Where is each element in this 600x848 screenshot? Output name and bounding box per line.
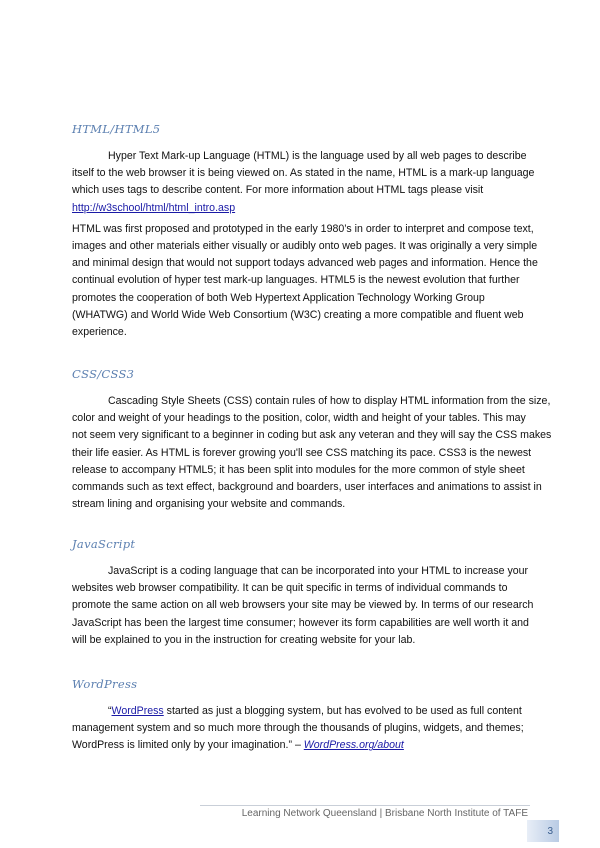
hyperlink[interactable]: http://w3school/html/html_intro.asp	[72, 201, 236, 214]
footer-text: Learning Network Queensland | Brisbane North Institute of TAFE	[241, 808, 528, 819]
text-line: continual evolution of hyper test mark-up languages. HTML5 is the newest evolution that further	[72, 274, 520, 287]
text-line: Cascading Style Sheets (CSS) contain rules of how to display HTML information from the size,	[108, 395, 551, 407]
text-segment: WordPress is limited only by your imagination.” –	[72, 739, 304, 752]
text-line: JavaScript has been the largest time consumer; however its form capabilities are well worth it and	[72, 616, 529, 629]
text-line: which uses tags to describe content. For more information about HTML tags please visit	[72, 184, 484, 197]
paragraph	[72, 563, 542, 649]
text-line	[72, 703, 542, 720]
text-line: color and weight of your headings to the position, color, width and height of your tables. This may	[72, 412, 526, 425]
paragraph	[72, 703, 542, 755]
text-line: management system and so much more through the thousands of plugins, widgets, and themes;	[72, 722, 524, 735]
text-line: not seem very significant to a beginner in coding but ask any veteran and they will say the CSS makes	[72, 429, 552, 442]
paragraph	[72, 221, 542, 341]
section-heading: HTML/HTML5	[72, 122, 161, 136]
section-heading: CSS/CSS3	[72, 367, 135, 381]
text-segment: started as just a blogging system, but has evolved to be used as full content	[163, 705, 522, 717]
text-line: commands such as text effect, background and boarders, user interfaces and animations to assist in	[72, 481, 542, 494]
text-line: images and other materials either visually or audibly onto web pages. It was originally a very simple	[72, 240, 538, 253]
section-css	[72, 367, 552, 517]
text-line	[72, 200, 542, 217]
section-wordpress	[72, 677, 542, 759]
footer-divider	[200, 805, 530, 806]
text-line: itself to the web browser it is being viewed on. As stated in the name, HTML is a mark-up language	[72, 167, 535, 180]
text-line: (WHATWG) and World Wide Web Consortium (W3C) creating a more compatible and fluent web	[72, 308, 524, 321]
text-line: promote the same action on all web browsers your site may be viewed by. In terms of our research	[72, 599, 534, 612]
text-line: experience.	[72, 326, 127, 339]
text-line: stream lining and organising your website and commands.	[72, 498, 346, 511]
page-number: 3	[527, 820, 559, 842]
text-line: promotes the cooperation of both Web Hypertext Application Technology Working Group	[72, 291, 485, 304]
text-line: release to accompany HTML5; it has been split into modules for the more common of style sheet	[72, 463, 525, 476]
text-line: will be explained to you in the instruction for creating website for your lab.	[72, 633, 416, 646]
text-line: HTML was first proposed and prototyped in the early 1980’s in order to interpret and compose text,	[72, 222, 534, 235]
paragraph	[72, 393, 552, 513]
section-heading: JavaScript	[72, 537, 136, 551]
text-line: JavaScript is a coding language that can be incorporated into your HTML to increase your	[108, 565, 529, 577]
section-html	[72, 122, 542, 345]
text-line: and minimal design that would not support todays advanced web pages and information. Hence the	[72, 257, 538, 270]
section-heading: WordPress	[72, 677, 138, 691]
text-line: websites web browser compatibility. It can be quit specific in terms of individual commands to	[72, 582, 508, 595]
hyperlink[interactable]: WordPress.org/about	[303, 739, 404, 752]
text-line: their life easier. As HTML is forever growing you'll see CSS matching its pace. CSS3 is the newest	[72, 446, 532, 459]
hyperlink[interactable]: WordPress	[111, 705, 164, 717]
text-line: Hyper Text Mark-up Language (HTML) is the language used by all web pages to describe	[108, 150, 527, 162]
text-line	[72, 737, 542, 754]
paragraph	[72, 148, 542, 217]
section-javascript	[72, 537, 542, 653]
text-segment: “	[108, 705, 112, 717]
